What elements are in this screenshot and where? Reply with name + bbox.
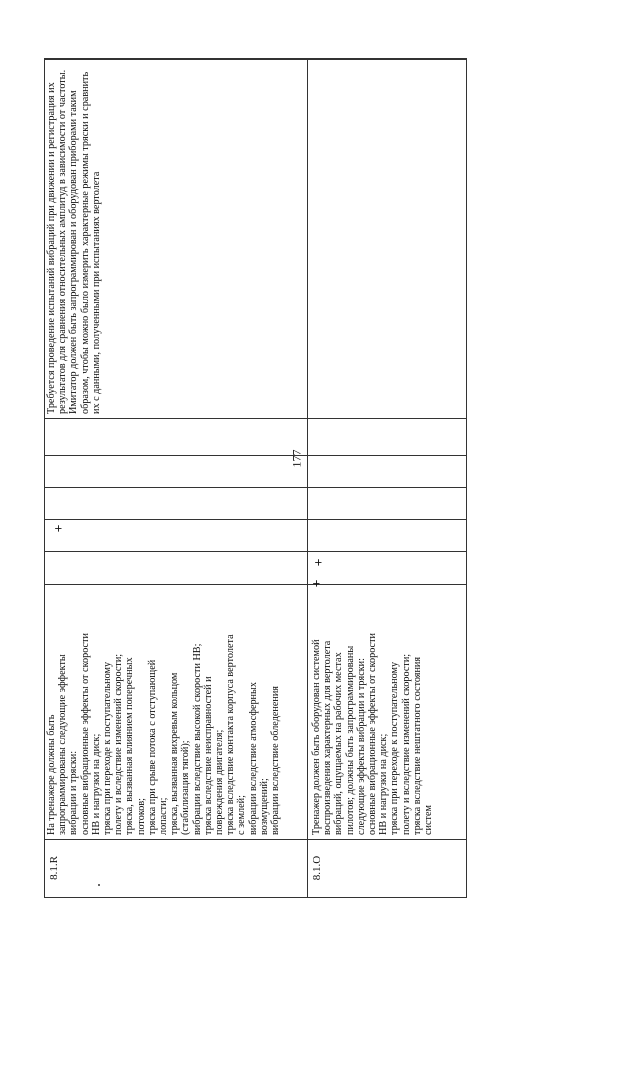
row-1-mark-cell	[306, 573, 326, 593]
row-1-mark: +	[308, 579, 324, 587]
row-1-text-line: тряска при срыве потока с отступающей	[146, 659, 158, 835]
row-2-mark-cell	[308, 552, 328, 572]
row-1-remark-line: Требуется проведение испытаний вибраций при движении и регистрация их	[46, 82, 57, 414]
row-1-code: 8.1.R	[48, 856, 60, 880]
row-1-text-line: возмущений;	[258, 778, 270, 835]
row-1-remark-line: Имитатор должен быть запрограммирован и оборудован приборами таким	[68, 90, 80, 414]
row-1-text-line: (стабилизация тягой);	[180, 740, 192, 835]
row-1-text-line: тряска, вызванная вихревым кольцом	[169, 672, 181, 835]
row-1-text-line: основные вибрационные эффекты от скорости	[79, 633, 91, 835]
row-1-text-line: тряска при переходе к поступательному	[102, 661, 114, 835]
row-1-text-line: лопасти;	[158, 797, 170, 835]
row-2-text-line: тряска при переходе к поступательному	[389, 661, 401, 835]
row-2-text-line: тряска вследствие нештатного состояния	[411, 656, 423, 835]
row-2-code: 8.1.О	[311, 855, 324, 881]
row-2-text-line: Тренажер должен быть оборудован системой	[311, 639, 322, 835]
row-2-mark-2: +	[310, 558, 326, 566]
row-2-text-line: пилотов; должны быть запрограммированы	[344, 645, 356, 835]
row-1-text-line: с землей;	[236, 795, 248, 835]
row-1-remarks	[46, 70, 102, 414]
row-2-text-line: основные вибрационные эффекты от скорости	[367, 633, 379, 835]
row-1-remarks-cell	[46, 69, 306, 770]
row-1-remark-line: результатов для сравнения относительных амплитуд в зависимости от частоты.	[57, 69, 69, 414]
row-top-border	[45, 59, 466, 60]
row-2-text-line: следующие эффекты вибрации и тряски:	[355, 658, 367, 835]
row-1-remark-line: их с данными, полученными при испытаниях вертолета	[90, 171, 102, 414]
row-1-text-line: тряска вследствие неисправностей и	[202, 676, 214, 835]
row-2-text-line: полету и вследствие изменений скорости;	[400, 653, 412, 835]
row-2-text	[311, 633, 434, 835]
row-1-text-cell	[46, 633, 308, 1085]
row-1-text-line: запрограммированы следующие эффекты	[57, 654, 69, 835]
row-1-text-line: вибрации вследствие обледенения	[270, 686, 282, 835]
row-2-text-line: воспроизведения характерных для вертолета	[322, 640, 334, 835]
row-separator	[307, 59, 308, 897]
row-1-text-line: На тренажере должны быть	[46, 714, 57, 835]
row-1-text-line: потоков;	[135, 798, 147, 835]
row-2-text-cell	[311, 633, 467, 1085]
row-1-text-line: вибрации вследствие высокой скорости НВ;	[191, 643, 203, 835]
row-1-text-line: вибрации и тряски:	[68, 750, 80, 835]
row-2-mark-1: +	[50, 524, 66, 532]
row-1-text-line: повреждения двигателя;	[214, 729, 226, 835]
row-1-text-line: НВ и нагрузки на диск;	[90, 733, 102, 835]
row-1-remark-line: образом, чтобы можно было измерить характерные режимы тряски и сравнить	[79, 71, 91, 414]
row-2-text-line: НВ и нагрузки на диск;	[378, 733, 390, 835]
row-1-text-line: полету и вследствие изменений скорости;	[113, 653, 125, 835]
page-number-text: 177	[289, 449, 304, 467]
row-1-text-line: тряска, вызванная влиянием поперечных	[124, 657, 136, 835]
row-1-text-line: тряска вследствие контакта корпуса вертолета	[225, 634, 237, 835]
row-2-text-line: систем	[423, 805, 435, 835]
row-2-text-line: вибраций, ощущаемых на рабочих местах	[333, 652, 345, 835]
row-1-text-line: вибрации вследствие атмосферных	[247, 682, 259, 835]
